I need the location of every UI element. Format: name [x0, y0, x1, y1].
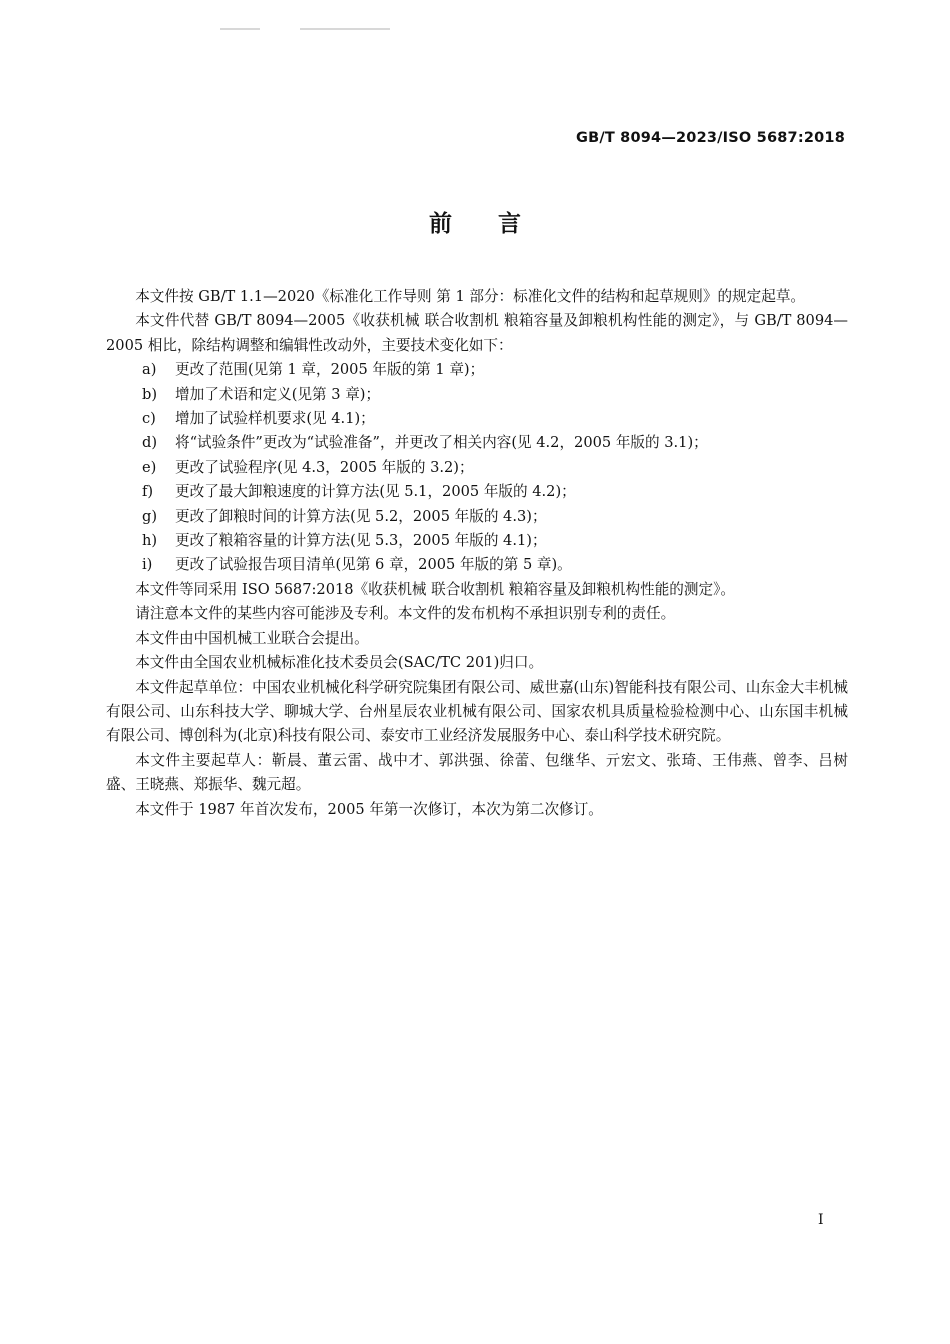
page-title: 前言: [429, 211, 567, 237]
list-item-text: 更改了试验程序(见 4.3，2005 年版的 3.2)；: [175, 458, 474, 476]
list-item-label: e): [142, 458, 157, 476]
list-item: [106, 505, 848, 529]
list-item: [106, 358, 848, 382]
paragraph: 本文件按 GB/T 1.1—2020《标准化工作导则 第 1 部分：标准化文件的结构和起草规则》的规定起草。: [135, 288, 806, 305]
list-item-label: h): [142, 532, 158, 550]
list-item: [106, 407, 848, 431]
list-item-label: c): [142, 410, 156, 428]
paragraph: 请注意本文件的某些内容可能涉及专利。本文件的发布机构不承担识别专利的责任。: [135, 605, 676, 623]
list-item: [106, 553, 848, 577]
list-item-text: 更改了试验报告项目清单(见第 6 章，2005 年版的第 5 章)。: [175, 556, 572, 574]
list-item: [106, 383, 848, 407]
list-item-text: 更改了最大卸粮速度的计算方法(见 5.1，2005 年版的 4.2)；: [175, 483, 576, 501]
list-item-text: 更改了范围(见第 1 章，2005 年版的第 1 章)；: [175, 361, 485, 379]
paragraph: 本文件于 1987 年首次发布，2005 年第一次修订，本次为第二次修订。: [135, 800, 603, 818]
list-item-text: 增加了术语和定义(见第 3 章)；: [175, 385, 381, 403]
scan-artifact: [300, 28, 390, 30]
list-item-text: 更改了粮箱容量的计算方法(见 5.3，2005 年版的 4.1)；: [175, 532, 547, 550]
list-item: [106, 529, 848, 553]
list-item: [106, 480, 848, 504]
list-item-label: b): [142, 385, 158, 403]
paragraph: 本文件由中国机械工业联合会提出。: [135, 629, 369, 647]
list-item-label: f): [142, 483, 154, 501]
list-item: [106, 456, 848, 480]
changes-list: [106, 358, 848, 578]
list-item-label: g): [142, 507, 158, 525]
list-item-text: 增加了试验样机要求(见 4.1)；: [175, 410, 375, 428]
scan-artifact: [220, 28, 260, 30]
list-item-text: 更改了卸粮时间的计算方法(见 5.2，2005 年版的 4.3)；: [175, 507, 547, 525]
list-item-text: 将“试验条件”更改为“试验准备”，并更改了相关内容(见 4.2，2005 年版的 3.1)；: [175, 434, 708, 452]
list-item-label: i): [142, 556, 153, 574]
paragraph: 本文件由全国农业机械标准化技术委员会(SAC/TC 201)归口。: [135, 654, 544, 672]
standard-code: GB/T 8094—2023/ISO 5687:2018: [575, 130, 845, 146]
list-item: [106, 431, 848, 455]
list-item-label: d): [142, 434, 158, 452]
document-body: [106, 285, 848, 822]
paragraph: 本文件等同采用 ISO 5687:2018《收获机械 联合收割机 粮箱容量及卸粮机构性能的测定》。: [135, 580, 735, 598]
paragraph: 本文件起草单位：中国农业机械化科学研究院集团有限公司、威世嘉(山东)智能科技有限公司、山东金大丰机械有限公司、山东科技大学、聊城大学、台州星辰农业机械有限公司、国家农机具质量检验检测中心、山东国丰机械有限公司、博创科为(北京)科技有限公司、泰安市工业经济发展服务中心、泰山科学技术研究院。: [106, 678, 848, 745]
paragraph: 本文件主要起草人：靳晨、董云雷、战中才、郭洪强、徐蕾、包继华、亓宏文、张琦、王伟燕、曾李、吕树盛、王晓燕、郑振华、魏元超。: [106, 751, 848, 794]
paragraph: 本文件代替 GB/T 8094—2005《收获机械 联合收割机 粮箱容量及卸粮机构性能的测定》，与 GB/T 8094—2005 相比，除结构调整和编辑性改动外，主要技术变化如下：: [106, 312, 848, 354]
page-number: I: [818, 1212, 824, 1228]
list-item-label: a): [142, 361, 157, 379]
